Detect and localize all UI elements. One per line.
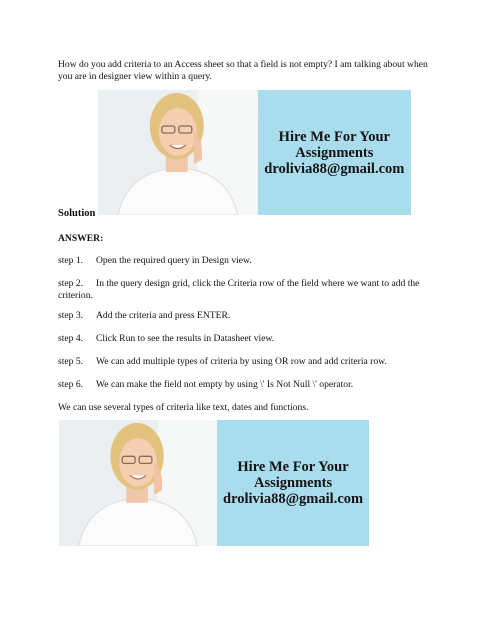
hire-me-text-bottom <box>217 420 369 546</box>
step-1 <box>58 255 443 267</box>
step-6-label: step 6. <box>58 379 84 390</box>
banner-bottom-email: drolivia88@gmail.com <box>223 491 364 507</box>
question-text: How do you add criteria to an Access sheet so that a field is not empty? I am talking about when you are in designer view within a query. <box>58 59 428 82</box>
hire-me-banner <box>98 90 411 215</box>
woman-photo <box>98 90 258 215</box>
woman-illustration-bottom <box>59 420 217 546</box>
hire-me-text <box>258 90 411 215</box>
step-1-text: Open the required query in Design view. <box>96 255 252 266</box>
answer-heading: ANSWER: <box>58 233 104 244</box>
step-4-label: step 4. <box>58 333 84 344</box>
woman-illustration <box>98 90 258 215</box>
step-5-text: We can add multiple types of criteria by using OR row and add criteria row. <box>96 356 387 367</box>
hire-me-banner-bottom <box>59 420 369 546</box>
step-3-label: step 3. <box>58 310 84 321</box>
banner-line-2: Assignments <box>295 144 374 161</box>
step-4-text: Click Run to see the results in Datasheet view. <box>96 333 275 344</box>
step-5 <box>58 356 443 368</box>
solution-heading: Solution <box>58 208 96 219</box>
step-3 <box>58 310 443 322</box>
step-2-text: In the query design grid, click the Criteria row of the field where we want to add the criterion. <box>58 278 420 301</box>
step-1-label: step 1. <box>58 255 84 266</box>
closing-text: We can use several types of criteria like text, dates and functions. <box>58 402 309 413</box>
banner-email: drolivia88@gmail.com <box>264 160 405 177</box>
step-2 <box>58 278 443 302</box>
step-2-label: step 2. <box>58 278 84 289</box>
step-5-label: step 5. <box>58 356 84 367</box>
step-4 <box>58 333 443 345</box>
banner-bottom-line-1: Hire Me For Your <box>237 459 349 475</box>
banner-bottom-line-2: Assignments <box>253 475 333 491</box>
step-3-text: Add the criteria and press ENTER. <box>96 310 231 321</box>
woman-photo-bottom <box>59 420 217 546</box>
step-6 <box>58 379 443 391</box>
step-6-text: We can make the field not empty by using \' Is Not Null \' operator. <box>96 379 354 390</box>
banner-line-1: Hire Me For Your <box>278 128 390 145</box>
